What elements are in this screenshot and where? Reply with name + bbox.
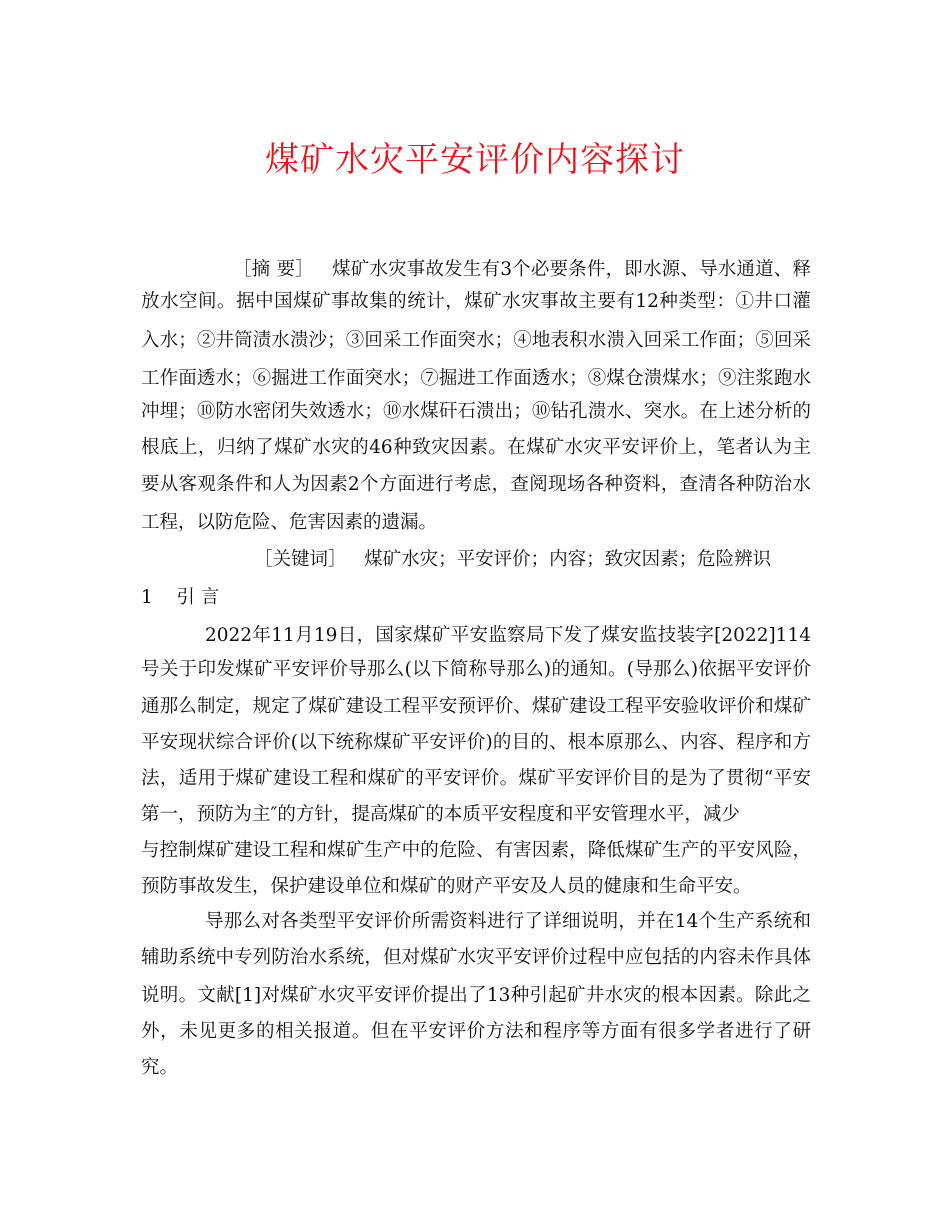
para1-line-4: 平安现状综合评价(以下统称煤矿平安评价)的目的、根本原那么、内容、程序和方	[141, 732, 811, 753]
abstract-line-3: 入水；②井筒渍水溃沙；③回采工作面突水；④地表积水溃入回采工作面；⑤回采	[141, 330, 811, 351]
abstract-line-8: 工程，以防危险、危害因素的遗漏。	[141, 512, 438, 533]
abstract-line-7: 要从客观条件和人为因素2个方面进行考虑，查阅现场各种资料，查清各种防治水	[141, 474, 811, 495]
section-title: 引 言	[176, 587, 220, 608]
page-title: 煤矿水灾平安评价内容探讨	[265, 140, 685, 180]
abstract-line-2: 放水空间。据中国煤矿事故集的统计，煤矿水灾事故主要有12种类型：①井口灌	[141, 291, 811, 312]
para1-line-1: 2022年11月19日，国家煤矿平安监察局下发了煤安监技装字[2022]114	[205, 625, 811, 646]
abstract-line-1	[233, 254, 811, 286]
para1-line-5: 法，适用于煤矿建设工程和煤矿的平安评价。煤矿平安评价目的是为了贯彻“平安	[141, 768, 811, 789]
para2-line-5: 究。	[141, 1057, 179, 1078]
abstract-line-4: 工作面透水；⑥掘进工作面突水；⑦掘进工作面透水；⑧煤仓溃煤水；⑨注浆跑水	[141, 368, 811, 389]
para1-line-7: 与控制煤矿建设工程和煤矿生产中的危险、有害因素，降低煤矿生产的平安风险，	[141, 840, 811, 861]
para2-line-2: 辅助系统中专列防治水系统，但对煤矿水灾平安评价过程中应包括的内容未作具体	[141, 947, 811, 968]
para2-line-4: 外，未见更多的相关报道。但在平安评价方法和程序等方面有很多学者进行了研	[141, 1021, 811, 1042]
section-heading	[141, 582, 811, 614]
para1-line-3: 通那么制定，规定了煤矿建设工程平安预评价、煤矿建设工程平安验收评价和煤矿	[141, 696, 811, 717]
keywords-label: ［关键词］	[254, 549, 347, 570]
para1-line-8: 预防事故发生，保护建设单位和煤矿的财产平安及人员的健康和生命平安。	[141, 876, 752, 897]
keywords-text: 煤矿水灾；平安评价；内容；致灾因素；危险辨识	[364, 549, 772, 570]
abstract-line-6: 根底上，归纳了煤矿水灾的46种致灾因素。在煤矿水灾平安评价上，笔者认为主	[141, 437, 811, 458]
abstract-text: 煤矿水灾事故发生有3个必要条件，即水源、导水通道、释	[332, 259, 811, 280]
para1-line-2: 号关于印发煤矿平安评价导那么(以下简称导那么)的通知。(导那么)依据平安评价	[141, 659, 811, 680]
para2-line-1: 导那么对各类型平安评价所需资料进行了详细说明，并在14个生产系统和	[205, 911, 811, 932]
section-number: 1	[141, 587, 153, 608]
para2-line-3: 说明。文献[1]对煤矿水灾平安评价提出了13种引起矿井水灾的根本因素。除此之	[141, 985, 811, 1006]
keywords-line	[254, 544, 811, 576]
abstract-label: ［摘 要］	[233, 259, 314, 280]
abstract-line-5: 冲埋；⑩防水密闭失效透水；⑩水煤矸石溃出；⑩钻孔溃水、突水。在上述分析的	[141, 401, 811, 422]
para1-line-6: 第一，预防为主″的方针，提高煤矿的本质平安程度和平安管理水平，减少	[141, 804, 740, 825]
